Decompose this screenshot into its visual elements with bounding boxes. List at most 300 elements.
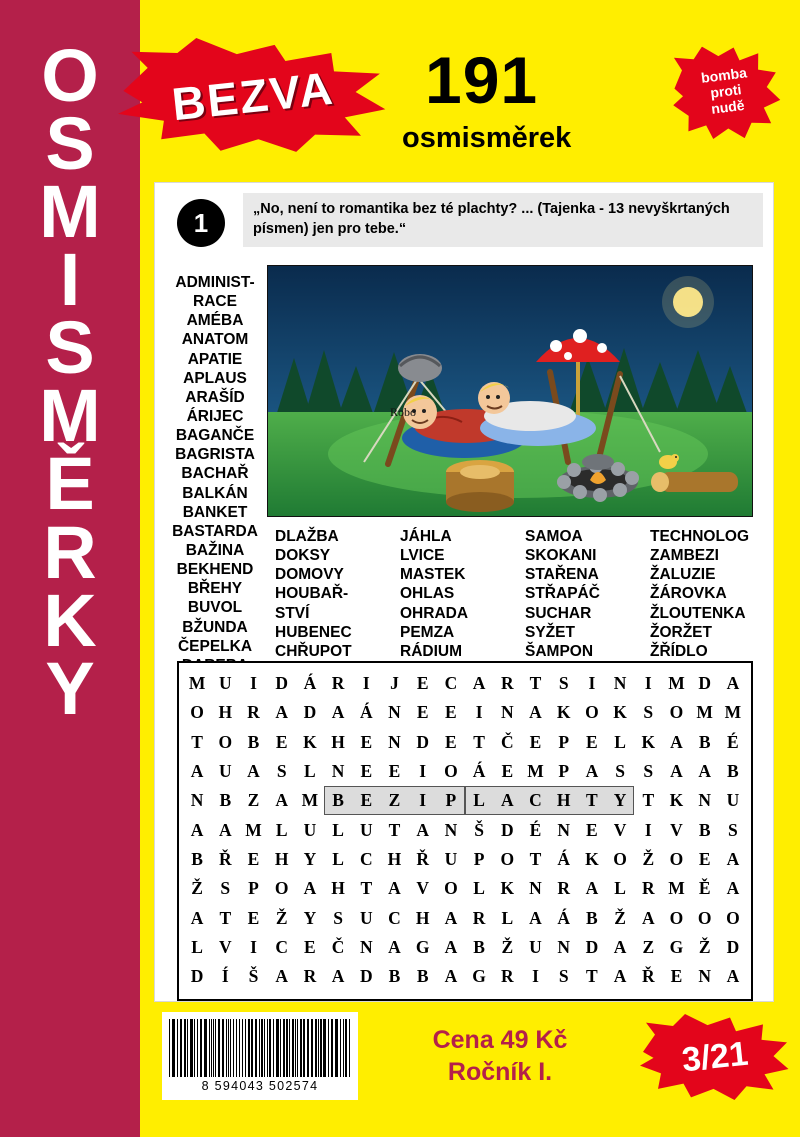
- grid-cell[interactable]: O: [444, 761, 458, 782]
- grid-cell[interactable]: P: [558, 731, 570, 752]
- grid-cell[interactable]: I: [362, 673, 370, 693]
- grid-cell[interactable]: P: [248, 878, 259, 899]
- grid-cell[interactable]: B: [698, 731, 711, 752]
- grid-cell[interactable]: A: [190, 819, 204, 840]
- grid-cell[interactable]: A: [585, 878, 599, 899]
- grid-cell[interactable]: U: [303, 819, 317, 840]
- grid-cell[interactable]: M: [668, 673, 685, 693]
- grid-cell[interactable]: D: [303, 702, 317, 723]
- barcode-bar: [283, 1019, 285, 1077]
- grid-cell[interactable]: L: [473, 878, 485, 899]
- grid-cell[interactable]: Í: [221, 966, 229, 987]
- grid-cell[interactable]: Ž: [275, 907, 288, 928]
- barcode-bar: [228, 1019, 229, 1077]
- grid-cell[interactable]: B: [473, 937, 485, 958]
- clue-text: „No, není to romantika bez té plachty? ... (Tajenka - 13 nevyškrtaných písmen) jen pro tebe.“: [243, 193, 763, 247]
- grid-cell[interactable]: I: [588, 673, 596, 693]
- grid-cell[interactable]: H: [331, 731, 345, 752]
- grid-cell[interactable]: C: [275, 937, 289, 958]
- bezva-starburst: [118, 38, 388, 153]
- word-item: SAMOA: [525, 528, 583, 545]
- grid-cell[interactable]: O: [218, 731, 233, 752]
- grid-cell[interactable]: E: [501, 761, 514, 782]
- word-item: DLAŽBA: [275, 528, 339, 545]
- grid-cell[interactable]: E: [586, 819, 598, 840]
- word-item: DOMOVY: [275, 566, 344, 584]
- grid-cell[interactable]: A: [331, 702, 345, 723]
- word-item: SUCHAR: [525, 604, 592, 622]
- grid-cell[interactable]: P: [558, 761, 570, 782]
- grid-cell[interactable]: Á: [557, 907, 571, 928]
- word-item: BANKET: [182, 503, 248, 521]
- grid-cell[interactable]: O: [669, 849, 684, 870]
- grid-cell[interactable]: H: [218, 702, 233, 723]
- barcode-bar: [292, 1019, 293, 1077]
- grid-cell[interactable]: Á: [472, 761, 486, 782]
- grid-cell[interactable]: E: [247, 907, 260, 928]
- grid-cell[interactable]: B: [727, 761, 739, 782]
- grid-cell[interactable]: O: [669, 702, 684, 723]
- barcode-bar: [273, 1019, 274, 1077]
- grid-cell[interactable]: I: [644, 673, 652, 693]
- grid-cell[interactable]: S: [643, 761, 654, 782]
- grid-cell[interactable]: A: [388, 937, 401, 958]
- barcode-bar: [264, 1019, 265, 1077]
- grid-cell[interactable]: G: [669, 937, 684, 958]
- barcode-bar: [222, 1019, 224, 1077]
- issue-number-label: 3/21: [680, 1034, 750, 1079]
- grid-cell[interactable]: L: [614, 878, 626, 899]
- grid-cell[interactable]: A: [641, 907, 655, 928]
- grid-cell[interactable]: H: [387, 849, 402, 870]
- grid-cell[interactable]: Ž: [642, 849, 655, 870]
- spine-letter: Y: [45, 646, 95, 730]
- word-search-grid[interactable]: [183, 669, 747, 991]
- grid-cell[interactable]: N: [500, 702, 514, 723]
- barcode-bar: [194, 1019, 195, 1077]
- grid-cell[interactable]: A: [444, 907, 458, 928]
- grid-cell[interactable]: C: [388, 907, 401, 928]
- barcode-bar: [286, 1019, 287, 1077]
- grid-cell[interactable]: A: [726, 673, 740, 693]
- grid-cell[interactable]: E: [698, 849, 711, 870]
- grid-cell[interactable]: A: [388, 878, 401, 899]
- grid-cell[interactable]: L: [501, 907, 514, 928]
- grid-cell[interactable]: É: [727, 731, 739, 752]
- grid-cell[interactable]: I: [419, 761, 427, 782]
- grid-cell[interactable]: N: [557, 819, 571, 840]
- grid-cell[interactable]: U: [218, 673, 232, 693]
- grid-cell[interactable]: E: [670, 966, 683, 987]
- grid-cell[interactable]: O: [697, 907, 712, 928]
- grid-cell[interactable]: T: [642, 790, 655, 811]
- grid-cell[interactable]: M: [724, 702, 742, 723]
- grid-cell[interactable]: U: [444, 849, 458, 870]
- barcode-number: 8 594043 502574: [201, 1079, 319, 1093]
- grid-cell[interactable]: J: [390, 673, 399, 693]
- grid-cell[interactable]: A: [493, 786, 521, 814]
- grid-cell[interactable]: Y: [303, 907, 317, 928]
- grid-cell[interactable]: N: [698, 966, 712, 987]
- grid-cell[interactable]: O: [274, 878, 289, 899]
- grid-cell[interactable]: B: [219, 790, 232, 811]
- grid-cell[interactable]: Z: [642, 937, 655, 958]
- barcode-bar: [242, 1019, 243, 1077]
- barcode-bar: [300, 1019, 301, 1077]
- barcode-bar: [311, 1019, 313, 1077]
- grid-cell[interactable]: M: [696, 702, 713, 723]
- bomba-badge: [672, 44, 780, 140]
- cover-page: [140, 0, 800, 1137]
- grid-cell[interactable]: D: [500, 819, 514, 840]
- grid-cell[interactable]: S: [220, 878, 231, 899]
- word-item: ŽLOUTENKA: [650, 604, 746, 622]
- grid-cell[interactable]: L: [332, 819, 344, 840]
- grid-cell[interactable]: N: [190, 790, 204, 811]
- word-item: PEMZA: [400, 623, 455, 641]
- grid-cell[interactable]: E: [275, 731, 288, 752]
- grid-cell[interactable]: R: [500, 966, 514, 987]
- barcode-bar: [318, 1019, 319, 1077]
- grid-cell[interactable]: S: [333, 907, 343, 928]
- grid-cell[interactable]: T: [219, 907, 232, 928]
- grid-cell[interactable]: B: [324, 786, 352, 814]
- grid-cell[interactable]: I: [250, 673, 257, 693]
- word-item: RÁDIUM: [400, 642, 462, 660]
- barcode-bar: [172, 1019, 174, 1077]
- grid-cell[interactable]: A: [190, 907, 204, 928]
- grid-cell[interactable]: T: [529, 673, 542, 693]
- barcode-bar: [335, 1019, 337, 1077]
- grid-cell[interactable]: Ž: [501, 937, 514, 958]
- grid-cell[interactable]: N: [698, 790, 712, 811]
- word-search-grid-frame: [177, 661, 753, 1001]
- grid-cell[interactable]: Ř: [218, 849, 232, 870]
- cover-header: [140, 0, 800, 185]
- grid-cell[interactable]: L: [304, 761, 316, 782]
- grid-cell[interactable]: I: [475, 702, 483, 723]
- volume-line: Ročník I.: [447, 1058, 553, 1086]
- grid-cell[interactable]: C: [521, 786, 549, 814]
- grid-cell[interactable]: Ž: [614, 907, 626, 928]
- grid-cell[interactable]: Ř: [641, 966, 655, 987]
- barcode-bar: [218, 1019, 219, 1077]
- grid-cell[interactable]: U: [218, 761, 232, 782]
- grid-cell[interactable]: P: [473, 849, 485, 870]
- word-item: BAŽINA: [185, 541, 245, 559]
- grid-cell[interactable]: K: [500, 878, 515, 899]
- word-item: ARAŠÍD: [185, 388, 245, 406]
- barcode-bar: [307, 1019, 309, 1077]
- grid-cell[interactable]: D: [416, 731, 430, 752]
- barcode-bar: [320, 1019, 322, 1077]
- grid-cell[interactable]: V: [670, 819, 683, 840]
- barcode: [162, 1012, 358, 1100]
- grid-cell[interactable]: I: [644, 819, 652, 840]
- word-item: ŽÁROVKA: [650, 585, 727, 603]
- word-column-4: [642, 527, 767, 661]
- grid-cell[interactable]: Z: [247, 790, 260, 811]
- grid-cell[interactable]: E: [445, 702, 457, 723]
- grid-cell[interactable]: A: [670, 761, 683, 782]
- word-item: DOKSY: [275, 547, 331, 565]
- grid-cell[interactable]: G: [415, 937, 430, 958]
- grid-cell[interactable]: R: [557, 878, 571, 899]
- grid-cell[interactable]: Y: [606, 786, 634, 814]
- word-column-1: [267, 527, 392, 661]
- grid-cell[interactable]: A: [472, 673, 486, 693]
- grid-cell[interactable]: S: [558, 673, 569, 693]
- grid-cell[interactable]: H: [274, 849, 289, 870]
- grid-cell[interactable]: K: [556, 702, 571, 723]
- grid-cell[interactable]: D: [698, 673, 712, 693]
- grid-cell[interactable]: R: [641, 878, 655, 899]
- grid-cell[interactable]: A: [726, 849, 740, 870]
- grid-cell[interactable]: A: [275, 966, 289, 987]
- grid-cell[interactable]: R: [303, 966, 317, 987]
- grid-cell[interactable]: I: [409, 786, 437, 814]
- word-item: BAGRISTA: [175, 446, 255, 464]
- spine-letter: R: [43, 510, 97, 594]
- bomba-line-3: nudě: [710, 96, 746, 117]
- grid-cell[interactable]: N: [557, 937, 571, 958]
- grid-cell[interactable]: R: [331, 673, 345, 693]
- grid-cell[interactable]: B: [191, 849, 203, 870]
- grid-cell[interactable]: I: [250, 937, 257, 958]
- word-item: STŘAPÁČ: [525, 585, 600, 603]
- grid-cell[interactable]: E: [352, 786, 380, 814]
- barcode-bar: [251, 1019, 252, 1077]
- grid-cell[interactable]: Y: [303, 849, 317, 870]
- grid-cell[interactable]: M: [245, 819, 262, 840]
- grid-cell[interactable]: E: [416, 702, 429, 723]
- grid-cell[interactable]: N: [359, 937, 373, 958]
- grid-cell[interactable]: M: [668, 878, 685, 899]
- grid-cell[interactable]: V: [218, 937, 232, 958]
- grid-cell[interactable]: A: [613, 966, 627, 987]
- grid-cell[interactable]: U: [359, 819, 373, 840]
- grid-cell[interactable]: A: [585, 761, 599, 782]
- word-item: LVICE: [400, 547, 445, 565]
- grid-cell[interactable]: T: [586, 966, 598, 987]
- grid-cell[interactable]: D: [275, 673, 289, 693]
- grid-cell[interactable]: É: [529, 819, 542, 840]
- grid-cell[interactable]: O: [613, 849, 627, 870]
- grid-cell[interactable]: B: [247, 731, 260, 752]
- grid-cell[interactable]: Č: [331, 937, 345, 958]
- grid-cell[interactable]: Š: [474, 819, 484, 840]
- grid-cell[interactable]: D: [190, 966, 204, 987]
- grid-cell[interactable]: R: [472, 907, 486, 928]
- grid-cell[interactable]: A: [698, 761, 712, 782]
- puzzle-number-badge: 1: [177, 199, 225, 247]
- word-item: ZAMBEZI: [650, 547, 719, 565]
- grid-cell[interactable]: T: [388, 819, 401, 840]
- grid-cell[interactable]: S: [276, 761, 287, 782]
- grid-cell[interactable]: T: [191, 731, 203, 752]
- barcode-bar: [245, 1019, 246, 1077]
- grid-cell[interactable]: E: [247, 849, 260, 870]
- grid-cell[interactable]: O: [669, 907, 684, 928]
- grid-cell[interactable]: K: [613, 702, 627, 723]
- grid-cell[interactable]: T: [473, 731, 485, 752]
- grid-cell[interactable]: L: [614, 731, 626, 752]
- grid-cell[interactable]: B: [586, 907, 598, 928]
- grid-cell[interactable]: M: [188, 673, 206, 693]
- barcode-bar: [211, 1019, 212, 1077]
- grid-cell[interactable]: A: [613, 937, 627, 958]
- grid-cell[interactable]: K: [303, 731, 317, 752]
- grid-cell[interactable]: B: [698, 819, 711, 840]
- grid-cell[interactable]: N: [388, 731, 401, 752]
- grid-cell[interactable]: N: [331, 761, 345, 782]
- grid-cell[interactable]: A: [416, 819, 430, 840]
- grid-cell[interactable]: A: [218, 819, 232, 840]
- barcode-bar: [340, 1019, 341, 1077]
- grid-cell[interactable]: Č: [500, 731, 514, 752]
- grid-cell[interactable]: U: [726, 790, 740, 811]
- grid-cell[interactable]: A: [726, 966, 740, 987]
- barcode-bar: [267, 1019, 268, 1077]
- grid-cell[interactable]: H: [331, 878, 345, 899]
- barcode-bar: [280, 1019, 281, 1077]
- grid-cell[interactable]: E: [529, 731, 542, 752]
- grid-cell[interactable]: Ě: [698, 878, 711, 899]
- grid-cell[interactable]: N: [613, 673, 627, 693]
- grid-cell[interactable]: T: [578, 786, 606, 814]
- grid-cell[interactable]: Š: [248, 966, 259, 987]
- grid-cell[interactable]: M: [301, 790, 319, 811]
- grid-cell[interactable]: O: [444, 878, 458, 899]
- grid-cell[interactable]: B: [416, 966, 429, 987]
- grid-cell[interactable]: Ž: [191, 878, 203, 899]
- grid-cell[interactable]: A: [726, 878, 740, 899]
- grid-cell[interactable]: V: [416, 878, 430, 899]
- grid-cell[interactable]: A: [529, 907, 542, 928]
- grid-cell[interactable]: S: [615, 761, 625, 782]
- grid-cell[interactable]: A: [444, 937, 458, 958]
- grid-cell[interactable]: E: [416, 673, 429, 693]
- grid-cell[interactable]: O: [585, 702, 599, 723]
- word-item: STVÍ: [275, 604, 310, 622]
- grid-cell[interactable]: G: [472, 966, 486, 987]
- grid-cell[interactable]: O: [190, 702, 204, 723]
- grid-cell[interactable]: Ž: [698, 937, 711, 958]
- grid-cell[interactable]: A: [275, 790, 289, 811]
- grid-cell[interactable]: A: [529, 702, 542, 723]
- grid-cell[interactable]: L: [465, 786, 493, 814]
- word-item: ŽORŽET: [650, 623, 712, 641]
- grid-cell[interactable]: A: [331, 966, 345, 987]
- clue-row: [165, 193, 763, 255]
- grid-cell[interactable]: D: [359, 966, 373, 987]
- grid-cell[interactable]: Á: [557, 849, 571, 870]
- word-item: BUVOL: [187, 599, 243, 617]
- price-line: Cena 49 Kč: [432, 1026, 568, 1054]
- grid-cell[interactable]: R: [247, 702, 260, 723]
- grid-cell[interactable]: N: [388, 702, 401, 723]
- barcode-bars: [169, 1019, 351, 1077]
- grid-cell[interactable]: C: [359, 849, 373, 870]
- grid-cell[interactable]: A: [303, 878, 317, 899]
- grid-cell[interactable]: T: [529, 849, 542, 870]
- grid-cell[interactable]: S: [643, 702, 654, 723]
- grid-cell[interactable]: O: [726, 907, 740, 928]
- grid-cell[interactable]: H: [415, 907, 430, 928]
- grid-cell[interactable]: L: [275, 819, 288, 840]
- barcode-bar: [204, 1019, 206, 1077]
- grid-cell[interactable]: T: [360, 878, 373, 899]
- word-item: APATIE: [187, 350, 243, 368]
- grid-cell[interactable]: E: [445, 731, 457, 752]
- grid-cell[interactable]: M: [527, 761, 544, 782]
- grid-cell[interactable]: K: [641, 731, 656, 752]
- grid-cell[interactable]: A: [444, 966, 458, 987]
- spine-letter: M: [39, 374, 101, 458]
- grid-cell[interactable]: E: [388, 761, 401, 782]
- grid-cell[interactable]: L: [191, 937, 203, 958]
- word-item: ANATOM: [181, 331, 249, 349]
- grid-cell[interactable]: D: [726, 937, 740, 958]
- grid-cell[interactable]: A: [670, 731, 683, 752]
- grid-cell[interactable]: A: [247, 761, 260, 782]
- grid-cell[interactable]: K: [669, 790, 684, 811]
- grid-cell[interactable]: S: [728, 819, 738, 840]
- grid-cell[interactable]: N: [529, 878, 542, 899]
- word-item: BEKHEND: [176, 561, 254, 579]
- word-item: BACHAŘ: [181, 465, 249, 483]
- grid-cell[interactable]: R: [500, 673, 514, 693]
- word-item: RACE: [193, 293, 237, 311]
- barcode-bar: [323, 1019, 325, 1077]
- grid-cell[interactable]: I: [532, 966, 539, 987]
- word-item: BAGANČE: [175, 427, 255, 445]
- grid-cell[interactable]: Z: [380, 786, 408, 814]
- grid-cell[interactable]: O: [500, 849, 515, 870]
- grid-cell[interactable]: E: [586, 731, 598, 752]
- word-item: MASTEK: [400, 566, 466, 584]
- grid-cell[interactable]: U: [529, 937, 542, 958]
- grid-cell[interactable]: B: [388, 966, 401, 987]
- grid-cell[interactable]: V: [613, 819, 627, 840]
- grid-cell[interactable]: E: [304, 937, 316, 958]
- grid-cell[interactable]: P: [437, 786, 465, 814]
- barcode-bar: [297, 1019, 298, 1077]
- grid-cell[interactable]: A: [275, 702, 289, 723]
- bomba-line-2: proti: [709, 81, 743, 101]
- grid-cell[interactable]: D: [585, 937, 599, 958]
- grid-cell[interactable]: Á: [359, 702, 373, 723]
- grid-cell[interactable]: S: [558, 966, 569, 987]
- grid-cell[interactable]: K: [585, 849, 599, 870]
- word-list-left: [165, 273, 265, 675]
- word-item: HOUBAŘ-: [275, 585, 349, 603]
- grid-cell[interactable]: Á: [303, 673, 317, 693]
- barcode-bar: [180, 1019, 182, 1077]
- spine-letter: S: [45, 102, 95, 186]
- grid-cell[interactable]: C: [444, 673, 458, 693]
- grid-cell[interactable]: N: [444, 819, 458, 840]
- grid-cell[interactable]: E: [360, 761, 373, 782]
- grid-cell[interactable]: L: [332, 849, 344, 870]
- grid-cell[interactable]: U: [359, 907, 373, 928]
- grid-cell[interactable]: Ř: [416, 849, 430, 870]
- grid-cell[interactable]: A: [190, 761, 204, 782]
- grid-cell[interactable]: H: [550, 786, 578, 814]
- grid-cell[interactable]: E: [360, 731, 373, 752]
- barcode-bar: [343, 1019, 344, 1077]
- barcode-bar: [184, 1019, 185, 1077]
